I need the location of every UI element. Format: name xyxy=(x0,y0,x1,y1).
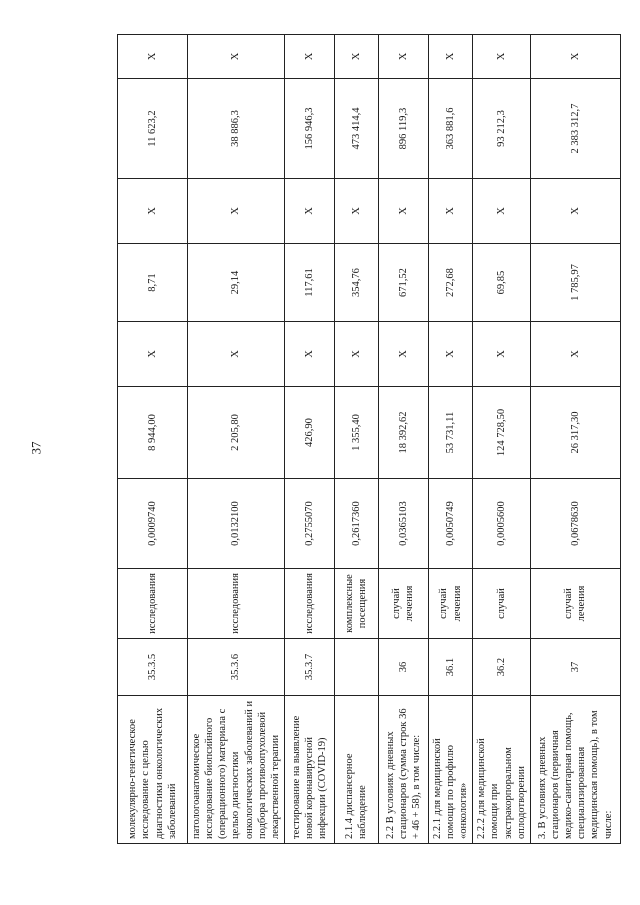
row-code: 35.3.7 xyxy=(284,639,334,696)
row-standard: 53 731,11 xyxy=(428,387,472,479)
row-col6: X xyxy=(188,322,285,387)
row-col6: X xyxy=(284,322,334,387)
row-unit: исследования xyxy=(118,569,188,639)
row-cost: 363 881,6 xyxy=(428,79,472,179)
row-per-capita: 29,14 xyxy=(188,244,285,322)
row-volume: 0,0132100 xyxy=(188,479,285,569)
row-col6: X xyxy=(378,322,428,387)
row-per-capita: 1 785,97 xyxy=(530,244,620,322)
financing-table xyxy=(117,34,621,844)
row-per-capita: 69,85 xyxy=(473,244,531,322)
row-code: 35.3.5 xyxy=(118,639,188,696)
row-cost: 38 886,3 xyxy=(188,79,285,179)
row-col8: X xyxy=(188,179,285,244)
row-col8: X xyxy=(473,179,531,244)
row-volume: 0,0050749 xyxy=(428,479,472,569)
row-unit: случай лечения xyxy=(378,569,428,639)
rotated-page xyxy=(117,52,614,844)
table-row xyxy=(473,35,531,844)
table-row xyxy=(118,35,188,844)
row-col10: X xyxy=(188,35,285,79)
row-col10: X xyxy=(473,35,531,79)
row-cost: 93 212,3 xyxy=(473,79,531,179)
row-unit: комплексные посещения xyxy=(334,569,378,639)
row-per-capita: 117,61 xyxy=(284,244,334,322)
row-standard: 18 392,62 xyxy=(378,387,428,479)
row-name: 2.1.4 диспансерное наблюдение xyxy=(334,696,378,844)
table-row xyxy=(188,35,285,844)
row-col8: X xyxy=(530,179,620,244)
row-volume: 0,0009740 xyxy=(118,479,188,569)
row-name: патологоанатомическое исследование биопсийного (операционного) материала с целью диагностики онкологических заболеваний и подбора противоопухолевой лекарственной терапии xyxy=(188,696,285,844)
row-cost: 156 946,3 xyxy=(284,79,334,179)
page-number: 37 xyxy=(28,441,44,455)
row-col10: X xyxy=(428,35,472,79)
row-unit: исследования xyxy=(284,569,334,639)
row-unit: случай лечения xyxy=(530,569,620,639)
table-row xyxy=(334,35,378,844)
table-row xyxy=(428,35,472,844)
row-standard: 8 944,00 xyxy=(118,387,188,479)
row-volume: 0,0678630 xyxy=(530,479,620,569)
row-col8: X xyxy=(334,179,378,244)
row-cost: 2 383 312,7 xyxy=(530,79,620,179)
row-code: 36 xyxy=(378,639,428,696)
row-code: 37 xyxy=(530,639,620,696)
row-col10: X xyxy=(284,35,334,79)
row-col8: X xyxy=(118,179,188,244)
row-unit: случай лечения xyxy=(428,569,472,639)
row-standard: 124 728,50 xyxy=(473,387,531,479)
row-name: 3. В условиях дневных стационаров (первичная медико-санитарная помощь, специализированная медицинская помощь), в том числе: xyxy=(530,696,620,844)
table-row xyxy=(530,35,620,844)
table-row xyxy=(284,35,334,844)
row-cost: 11 623,2 xyxy=(118,79,188,179)
row-volume: 0,2617360 xyxy=(334,479,378,569)
row-per-capita: 671,52 xyxy=(378,244,428,322)
row-cost: 473 414,4 xyxy=(334,79,378,179)
row-standard: 2 205,80 xyxy=(188,387,285,479)
row-col10: X xyxy=(530,35,620,79)
row-col6: X xyxy=(118,322,188,387)
row-standard: 1 355,40 xyxy=(334,387,378,479)
row-col10: X xyxy=(334,35,378,79)
row-name: тестирование на выявление новой коронавирусной инфекции (COVID-19) xyxy=(284,696,334,844)
row-col6: X xyxy=(473,322,531,387)
row-volume: 0,0365103 xyxy=(378,479,428,569)
row-col8: X xyxy=(378,179,428,244)
row-code: 36.2 xyxy=(473,639,531,696)
row-col6: X xyxy=(530,322,620,387)
row-col10: X xyxy=(118,35,188,79)
row-code xyxy=(334,639,378,696)
row-code: 35.3.6 xyxy=(188,639,285,696)
row-name: 2.2 В условиях дневных стационаров (сумма строк 36 + 46 + 58), в том числе: xyxy=(378,696,428,844)
row-code: 36.1 xyxy=(428,639,472,696)
row-col10: X xyxy=(378,35,428,79)
row-col6: X xyxy=(428,322,472,387)
row-cost: 896 119,3 xyxy=(378,79,428,179)
row-col8: X xyxy=(284,179,334,244)
row-per-capita: 272,68 xyxy=(428,244,472,322)
row-per-capita: 354,76 xyxy=(334,244,378,322)
row-col6: X xyxy=(334,322,378,387)
row-name: молекулярно-генетическое исследование с целью диагностики онкологических заболеваний xyxy=(118,696,188,844)
row-name: 2.2.1 для медицинской помощи по профилю «онкология» xyxy=(428,696,472,844)
table-row xyxy=(378,35,428,844)
row-standard: 26 317,30 xyxy=(530,387,620,479)
row-volume: 0,2755070 xyxy=(284,479,334,569)
row-standard: 426,90 xyxy=(284,387,334,479)
row-name: 2.2.2 для медицинской помощи при экстракорпоральном оплодотворении xyxy=(473,696,531,844)
row-per-capita: 8,71 xyxy=(118,244,188,322)
row-volume: 0,0005600 xyxy=(473,479,531,569)
row-unit: исследования xyxy=(188,569,285,639)
row-col8: X xyxy=(428,179,472,244)
row-unit: случай xyxy=(473,569,531,639)
